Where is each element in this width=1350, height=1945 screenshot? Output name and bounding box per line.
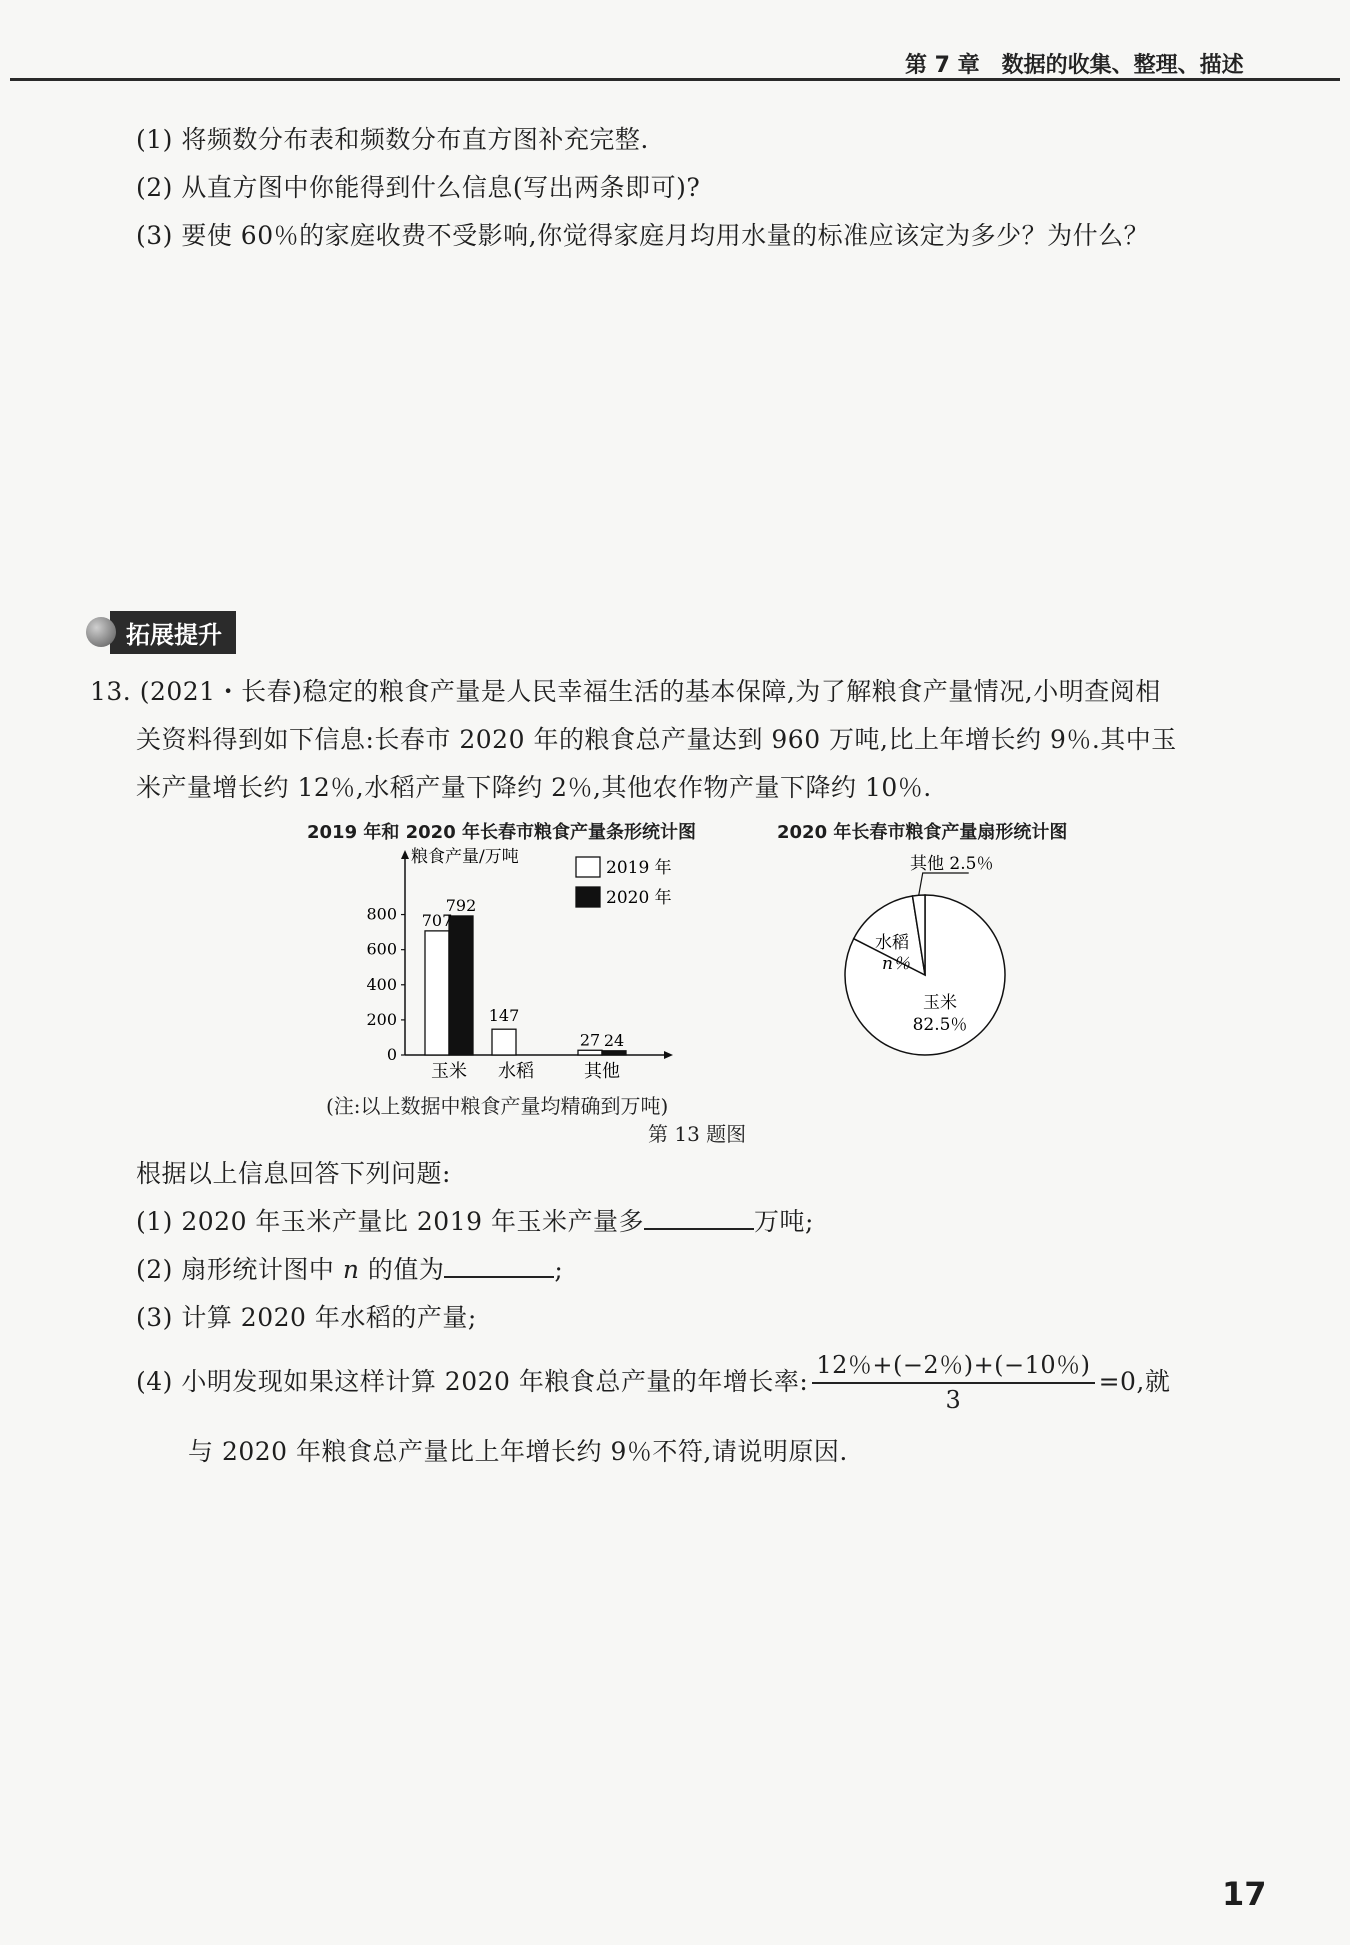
figure-caption: 第 13 题图 — [648, 1122, 747, 1146]
y-tick-label: 400 — [366, 974, 397, 994]
question-2-text-after: 的值为 — [367, 1255, 445, 1284]
y-axis-label: 粮食产量/万吨 — [411, 847, 519, 867]
bar — [492, 1029, 516, 1055]
bar — [602, 1051, 626, 1055]
question-4-result: =0,就 — [1098, 1366, 1171, 1396]
lightbulb-icon — [86, 617, 116, 647]
bar-chart — [300, 840, 700, 1105]
legend-label: 2020 年 — [606, 888, 672, 908]
y-axis-arrow-icon — [401, 850, 409, 859]
pie-value: 82.5％ — [912, 1015, 968, 1035]
pie-chart-title: 2020 年长春市粮食产量扇形统计图 — [777, 822, 1068, 843]
data-label: 27 — [579, 1030, 601, 1050]
data-label: 707 — [421, 910, 453, 930]
section-badge-label: 拓展提升 — [110, 611, 236, 654]
question-2-text: (2) 扇形统计图中 — [136, 1255, 335, 1284]
data-label: 792 — [445, 895, 477, 915]
prev-question-3: (3) 要使 60％的家庭收费不受影响,你觉得家庭月均用水量的标准应该定为多少？为什么？ — [136, 221, 1150, 250]
legend-swatch — [576, 887, 600, 907]
x-tick-label: 其他 — [584, 1061, 620, 1082]
data-label: 24 — [603, 1030, 625, 1050]
question-3: (3) 计算 2020 年水稻的产量; — [136, 1303, 477, 1332]
fraction-numerator: 12％+(−2％)+(−10％) — [812, 1345, 1094, 1384]
question-4-line-2: 与 2020 年粮食总产量比上年增长约 9％不符,请说明原因. — [188, 1437, 848, 1466]
answer-blank-1[interactable] — [644, 1206, 754, 1230]
bar — [449, 916, 473, 1055]
pie-label: 玉米 — [923, 993, 957, 1013]
answer-blank-2[interactable] — [444, 1254, 554, 1278]
bar-chart-title: 2019 年和 2020 年长春市粮食产量条形统计图 — [307, 822, 696, 843]
fraction-denominator: 3 — [945, 1386, 962, 1414]
pie-value: n％ — [882, 954, 910, 974]
y-tick-label: 0 — [386, 1045, 397, 1064]
x-axis-arrow-icon — [664, 1051, 673, 1059]
question-2 — [136, 1250, 563, 1286]
question-4-text: (4) 小明发现如果这样计算 2020 年粮食总产量的年增长率: — [136, 1366, 809, 1396]
leader-line — [919, 873, 969, 895]
section-badge — [86, 612, 236, 652]
page-number: 17 — [1222, 1875, 1267, 1913]
bar — [578, 1050, 602, 1055]
question-1-unit: 万吨; — [753, 1207, 814, 1236]
question-1-text: (1) 2020 年玉米产量比 2019 年玉米产量多 — [136, 1207, 644, 1236]
bar — [425, 931, 449, 1055]
question-2-variable: n — [342, 1255, 360, 1284]
header-rule — [10, 78, 1340, 81]
y-tick-label: 600 — [366, 939, 397, 959]
answer-prompt: 根据以上信息回答下列问题: — [136, 1159, 451, 1188]
pie-chart — [830, 845, 1050, 1075]
y-tick-label: 800 — [366, 904, 397, 924]
x-tick-label: 玉米 — [431, 1061, 467, 1082]
legend-swatch — [576, 857, 600, 877]
pie-label: 水稻 — [875, 933, 909, 953]
y-tick-label: 200 — [366, 1009, 397, 1029]
pie-label: 其他 2.5％ — [910, 854, 994, 874]
problem13-line-1: 13. (2021・长春)稳定的粮食产量是人民幸福生活的基本保障,为了解粮食产量情况,小明查阅相 — [90, 677, 1161, 706]
x-tick-label: 水稻 — [498, 1061, 534, 1082]
prev-question-2: (2) 从直方图中你能得到什么信息(写出两条即可)? — [136, 173, 701, 202]
question-2-end: ; — [554, 1255, 564, 1284]
prev-question-1: (1) 将频数分布表和频数分布直方图补充完整. — [136, 125, 649, 154]
question-4 — [136, 1345, 1170, 1414]
chart-note: (注:以上数据中粮食产量均精确到万吨) — [326, 1094, 669, 1118]
question-1 — [136, 1202, 814, 1238]
chapter-header: 第 7 章 数据的收集、整理、描述 — [905, 53, 1244, 78]
legend-label: 2019 年 — [606, 858, 672, 878]
growth-rate-fraction — [812, 1345, 1094, 1414]
problem13-line-2: 关资料得到如下信息:长春市 2020 年的粮食总产量达到 960 万吨,比上年增长约 9％.其中玉 — [136, 725, 1177, 754]
data-label: 147 — [488, 1006, 520, 1026]
problem13-line-3: 米产量增长约 12％,水稻产量下降约 2％,其他农作物产量下降约 10％. — [136, 773, 932, 802]
